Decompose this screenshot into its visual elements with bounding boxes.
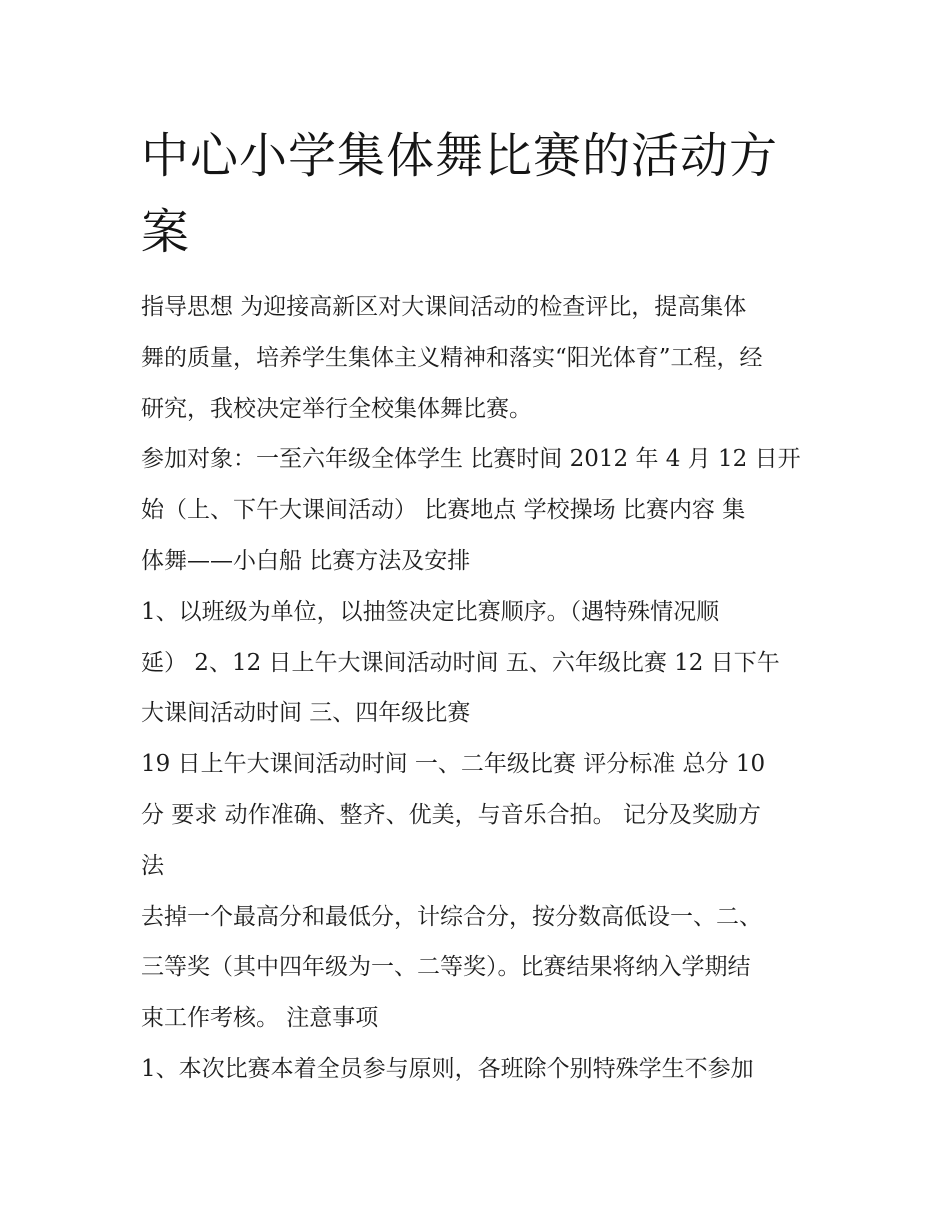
text-line: 19 日上午大课间活动时间 一、二年级比赛 评分标准 总分 10 bbox=[141, 751, 766, 778]
text-line: 束工作考核。 注意事项 bbox=[141, 1005, 379, 1032]
text-line: 三等奖（其中四年级为一、二等奖）。比赛结果将纳入学期结 bbox=[141, 954, 751, 981]
title-line: 中心小学集体舞比赛的活动方 bbox=[141, 128, 779, 184]
text-line: 延） 2、12 日上午大课间活动时间 五、六年级比赛 12 日下午 bbox=[141, 649, 780, 676]
text-line: 大课间活动时间 三、四年级比赛 bbox=[141, 700, 471, 727]
text-line: 始（上、下午大课间活动） 比赛地点 学校操场 比赛内容 集 bbox=[141, 497, 746, 524]
text-line: 舞的质量，培养学生集体主义精神和落实“阳光体育”工程，经 bbox=[141, 344, 763, 371]
text-line: 指导思想 为迎接高新区对大课间活动的检查评比，提高集体 bbox=[141, 294, 747, 320]
document-title bbox=[141, 118, 821, 270]
text-line: 体舞——小白船 比赛方法及安排 bbox=[141, 547, 471, 574]
text-line: 去掉一个最高分和最低分，计综合分，按分数高低设一、二、 bbox=[141, 903, 762, 930]
text-line: 1、以班级为单位，以抽签决定比赛顺序。（遇特殊情况顺 bbox=[141, 598, 720, 625]
text-line: 分 要求 动作准确、整齐、优美，与音乐合拍。 记分及奖励方 bbox=[141, 801, 761, 828]
text-line: 法 bbox=[141, 852, 164, 879]
document-body bbox=[141, 282, 821, 1095]
text-line: 1、本次比赛本着全员参与原则，各班除个别特殊学生不参加 bbox=[141, 1055, 754, 1082]
text-line: 参加对象：一至六年级全体学生 比赛时间 2012 年 4 月 12 日开 bbox=[141, 446, 801, 473]
title-line: 案 bbox=[141, 204, 191, 260]
text-line: 研究，我校决定举行全校集体舞比赛。 bbox=[141, 395, 532, 422]
